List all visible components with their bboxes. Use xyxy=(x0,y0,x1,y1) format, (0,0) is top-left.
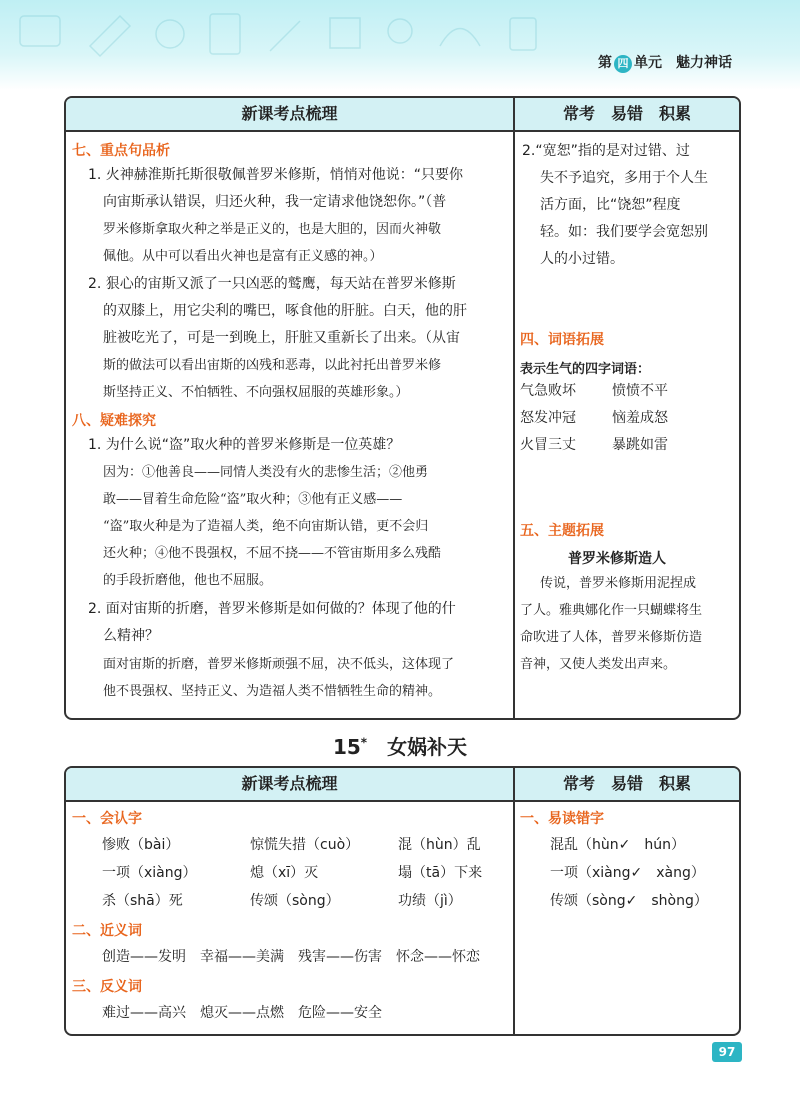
check-icon: ✓ xyxy=(630,865,643,881)
sentence-2-note-1: 斯的做法可以看出宙斯的凶残和恶毒，以此衬托出普罗米修 xyxy=(103,358,442,373)
misread-item: 混乱（hùn✓ hún） xyxy=(550,837,685,853)
sentence-2-line-1: 2. 狠心的宙斯又派了一只凶恶的鹫鹰，每天站在普罗米修斯 xyxy=(88,276,456,292)
sentence-2-line-2: 的双膝上，用它尖利的嘴巴，啄食他的肝脏。白天，他的肝 xyxy=(103,303,467,319)
idiom: 气急败坏 xyxy=(520,383,576,399)
synonyms-line: 创造——发明 幸福——美满 残害——伤害 怀念——怀恋 xyxy=(102,949,480,965)
kuanshu-line-3: 活方面，比“饶恕”程度 xyxy=(540,197,681,213)
char-item: 熄（xī）灭 xyxy=(250,865,319,881)
check-icon: ✓ xyxy=(618,837,631,853)
char-item: 混（hùn）乱 xyxy=(398,837,481,853)
kuanshu-line-1: 2.“宽恕”指的是对过错、过 xyxy=(522,143,690,159)
section-difficult-questions: 八、疑难探究 xyxy=(72,413,156,429)
idiom: 火冒三丈 xyxy=(520,437,576,453)
idiom: 怒发冲冠 xyxy=(520,410,576,426)
check-icon: ✓ xyxy=(625,893,638,909)
right-header: 常考 易错 积累 xyxy=(515,98,739,132)
sentence-2-line-3: 脏被吃光了，可是一到晚上，肝脏又重新长了出来。（从宙 xyxy=(103,330,460,346)
sentence-2-note-2: 斯坚持正义、不怕牺牲、不向强权屈服的英雄形象。） xyxy=(103,385,409,400)
section-theme-extension: 五、主题拓展 xyxy=(520,523,604,539)
char-item: 一项（xiàng） xyxy=(102,865,197,881)
column-divider xyxy=(513,98,515,718)
char-item: 杀（shā）死 xyxy=(102,893,183,909)
answer-1-line-2: 敢——冒着生命危险“盗”取火种；③他有正义感—— xyxy=(103,492,403,507)
question-2-line-1: 2. 面对宙斯的折磨，普罗米修斯是如何做的？体现了他的什 xyxy=(88,601,456,617)
question-2-line-2: 么精神？ xyxy=(103,628,159,644)
char-item: 传颂（sòng） xyxy=(250,893,340,909)
sentence-1-line-1: 1. 火神赫淮斯托斯很敬佩普罗米修斯，悄悄对他说：“只要你 xyxy=(88,167,464,183)
right-header: 常考 易错 积累 xyxy=(515,768,739,802)
misread-item: 一项（xiàng✓ xàng） xyxy=(550,865,705,881)
answer-1-line-3: “盗”取火种是为了造福人类，绝不向宙斯认错，更不会归 xyxy=(103,519,429,534)
answer-1-line-4: 还火种；④他不畏强权，不屈不挠——不管宙斯用多么残酷 xyxy=(103,546,442,561)
top-banner xyxy=(0,0,800,90)
column-divider xyxy=(513,768,515,1034)
unit-label: 第 四 单元 魅力神话 xyxy=(598,55,732,71)
idiom: 愤愤不平 xyxy=(612,383,668,399)
section-recognize-chars: 一、会认字 xyxy=(72,811,142,827)
antonyms-line: 难过——高兴 熄灭——点燃 危险——安全 xyxy=(102,1005,382,1021)
angry-idioms-subtitle: 表示生气的四字词语： xyxy=(520,362,651,377)
idiom: 暴跳如雷 xyxy=(612,437,668,453)
section-word-extension: 四、词语拓展 xyxy=(520,332,604,348)
idiom: 恼羞成怒 xyxy=(612,410,668,426)
char-item: 功绩（jì） xyxy=(398,893,462,909)
char-item: 惊慌失措（cuò） xyxy=(250,837,360,853)
story-line-3: 命吹进了人体，普罗米修斯仿造 xyxy=(520,630,703,645)
story-line-2: 了人。雅典娜化作一只蝴蝶将生 xyxy=(520,603,703,618)
kuanshu-line-2: 失不予追究，多用于个人生 xyxy=(540,170,708,186)
kuanshu-line-5: 人的小过错。 xyxy=(540,251,624,267)
char-item: 塌（tā）下来 xyxy=(398,865,483,881)
section-antonyms: 三、反义词 xyxy=(72,979,142,995)
char-item: 惨败（bài） xyxy=(102,837,180,853)
sentence-1-line-2: 向宙斯承认错误，归还火种，我一定请求他饶恕你。”（普 xyxy=(103,194,447,210)
story-line-1: 传说，普罗米修斯用泥捏成 xyxy=(540,576,697,591)
sentence-1-note-1: 罗米修斯拿取火种之举是正义的，也是大胆的，因而火神敬 xyxy=(103,222,442,237)
story-line-4: 音神，又使人类发出声来。 xyxy=(520,657,677,672)
left-header: 新课考点梳理 xyxy=(66,98,513,132)
story-title: 普罗米修斯造人 xyxy=(568,551,666,567)
answer-1-line-1: 因为：①他善良——同情人类没有火的悲惨生活；②他勇 xyxy=(103,465,429,480)
section-synonyms: 二、近义词 xyxy=(72,923,142,939)
sentence-1-note-2: 佩他。从中可以看出火神也是富有正义感的神。） xyxy=(103,249,383,264)
answer-2-line-1: 面对宙斯的折磨，普罗米修斯顽强不屈，决不低头，这体现了 xyxy=(103,657,455,672)
answer-1-line-5: 的手段折磨他，他也不屈服。 xyxy=(103,573,273,588)
answer-2-line-2: 他不畏强权、坚持正义、为造福人类不惜牺牲生命的精神。 xyxy=(103,684,442,699)
page-number: 97 xyxy=(712,1042,742,1062)
section-misread-chars: 一、易读错字 xyxy=(520,811,604,827)
kuanshu-line-4: 轻。如：我们要学会宽恕别 xyxy=(540,224,708,240)
misread-item: 传颂（sòng✓ shòng） xyxy=(550,893,708,909)
question-1: 1. 为什么说“盗”取火种的普罗米修斯是一位英雄？ xyxy=(88,437,401,453)
left-header: 新课考点梳理 xyxy=(66,768,513,802)
lesson-title: 15* 女娲补天 xyxy=(332,735,468,759)
section-key-sentences: 七、重点句品析 xyxy=(72,143,170,159)
